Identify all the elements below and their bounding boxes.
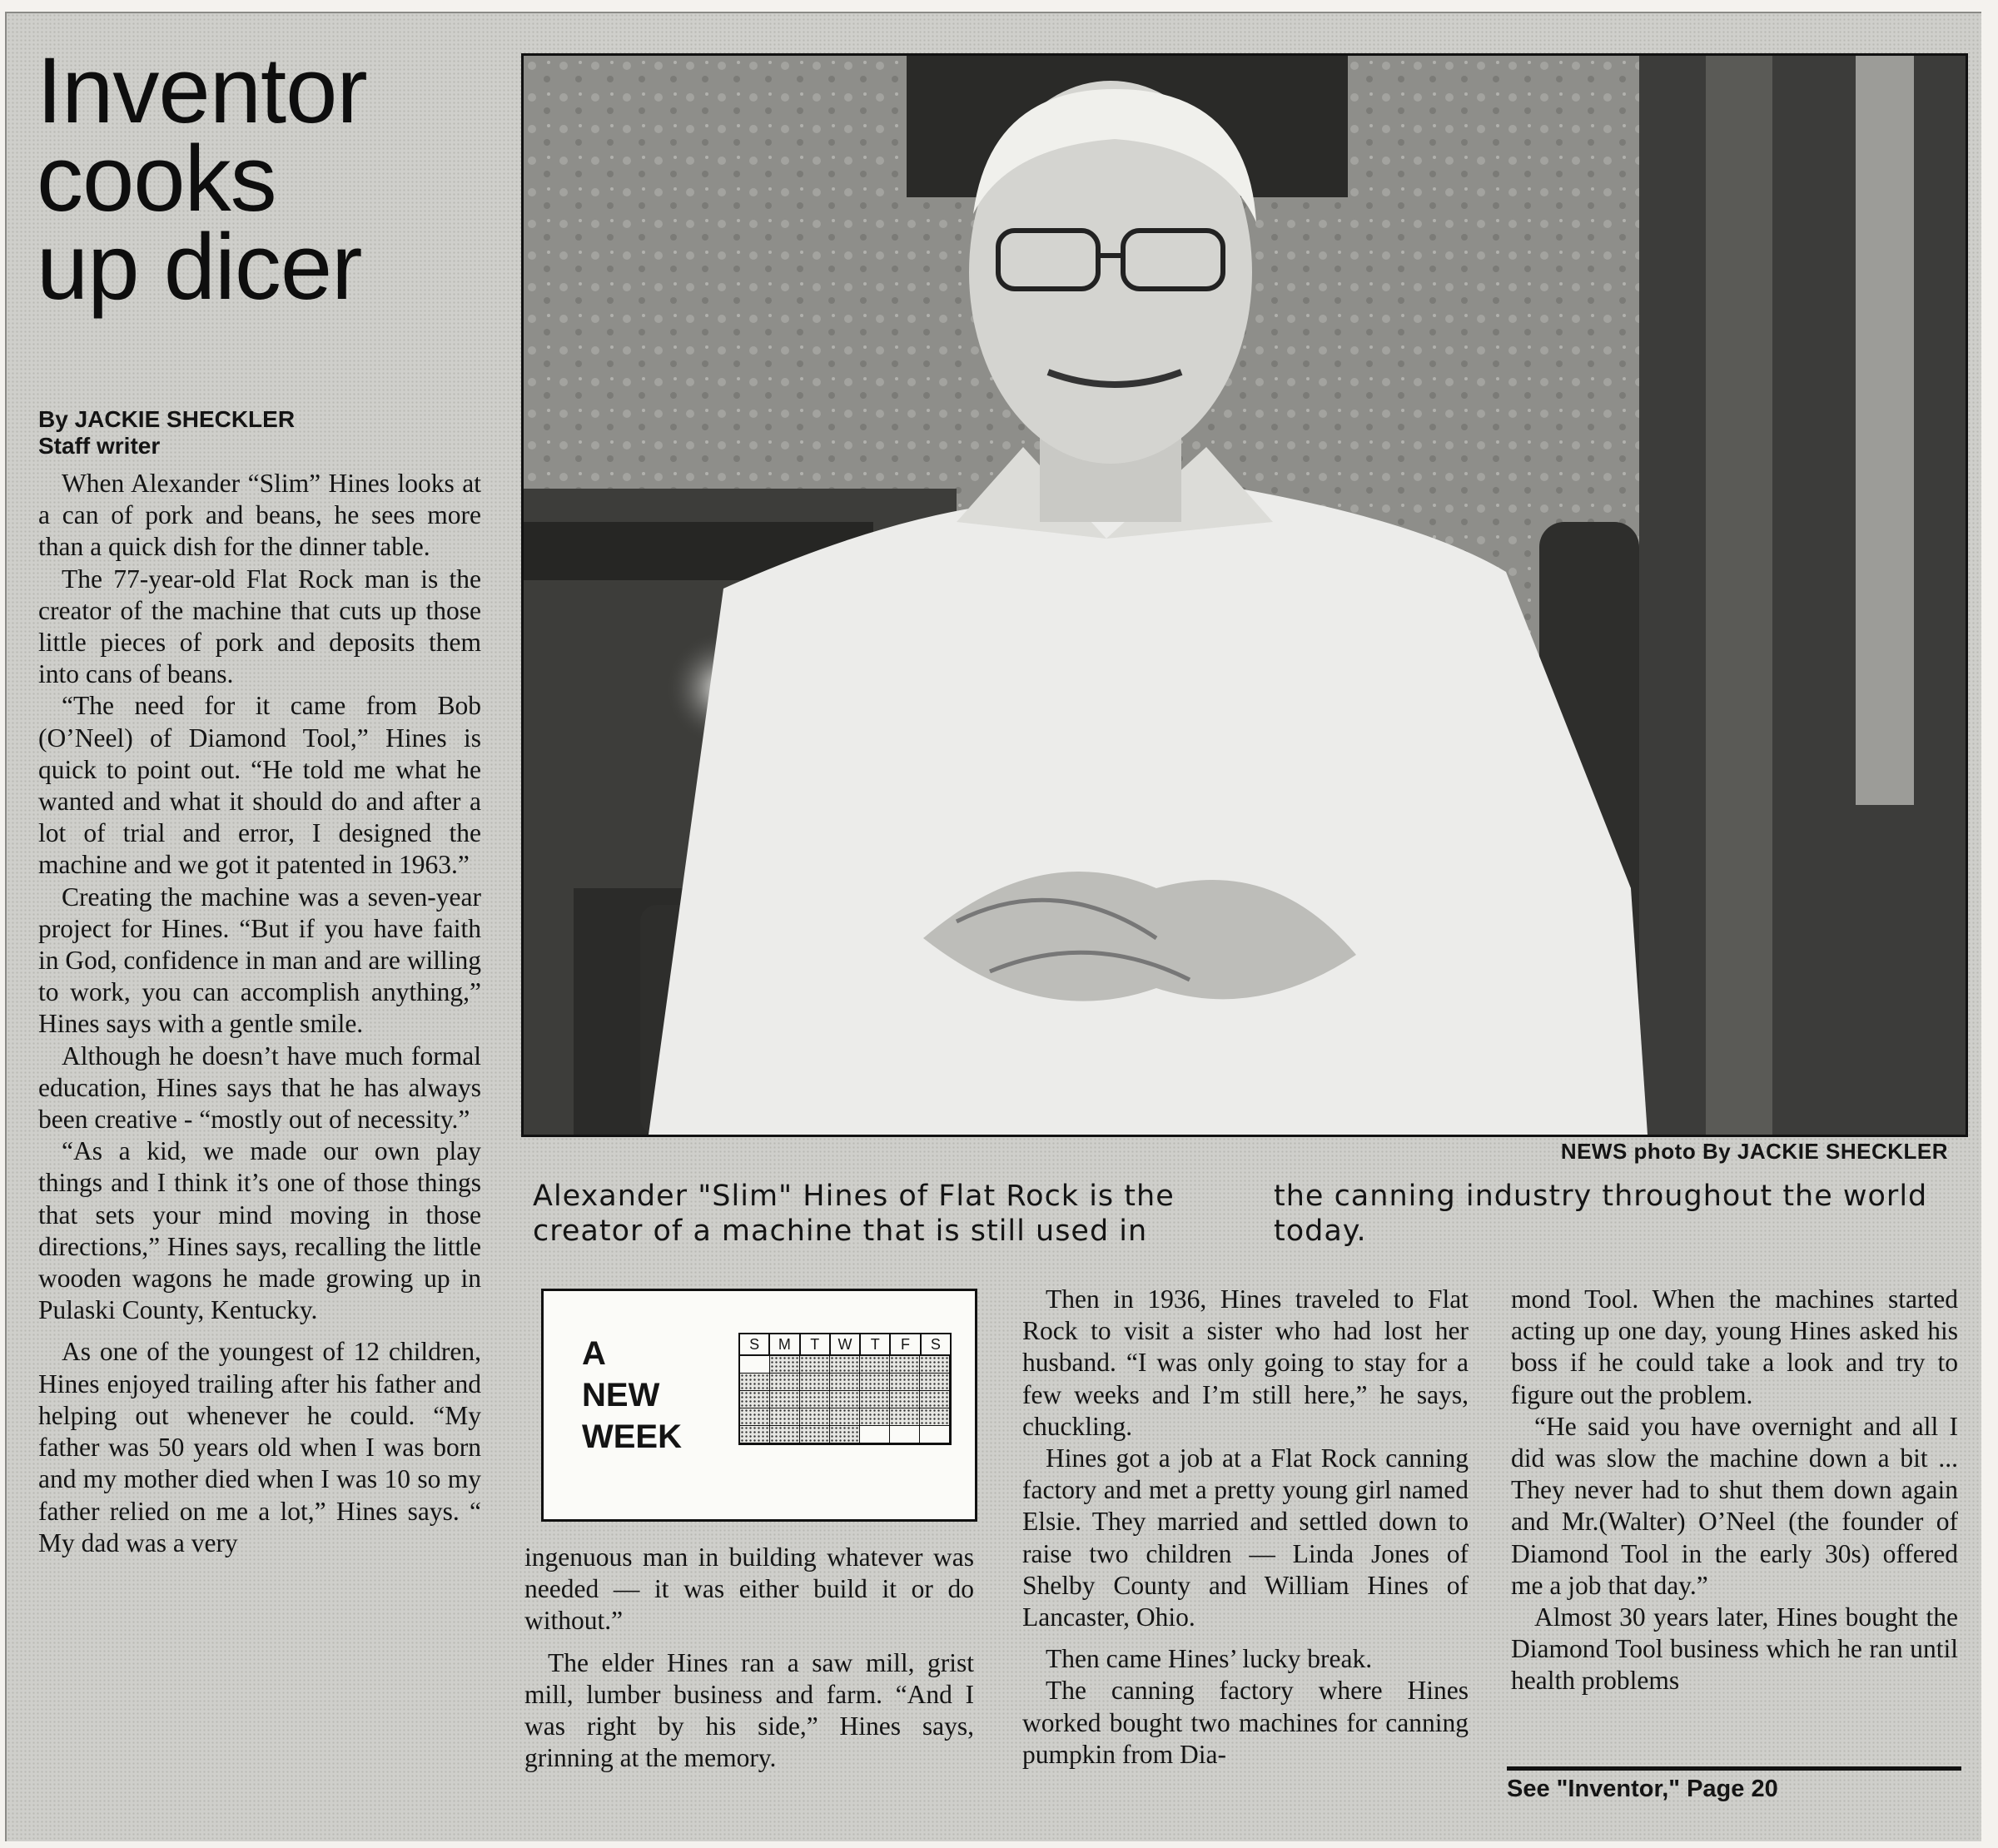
calendar-cell [830,1408,860,1426]
photo-of-alexander-hines [521,53,1968,1137]
calendar-cell [770,1408,800,1426]
calendar-cell [800,1356,830,1374]
calendar-cell [890,1374,920,1391]
calendar-cell [890,1391,920,1408]
label-line: NEW [582,1377,660,1413]
calendar-cell [920,1408,950,1426]
calendar-icon [738,1333,952,1445]
calendar-cell [770,1426,800,1443]
photo-caption-right: the canning industry throughout the world today. [1274,1180,1928,1248]
calendar-cell [830,1391,860,1408]
paragraph: “As a kid, we made our own play things and I think it’s one of those things that sets your mind moving in those directions,” Hines says, recalling the little wooden wagons he made growing up in Pulaski County, Kentucky. [38,1136,481,1325]
paragraph: The 77-year-old Flat Rock man is the creator of the machine that cuts up those little pieces of pork and deposits them into cans of beans. [38,564,481,689]
calendar-cell [800,1408,830,1426]
calendar-cell [830,1374,860,1391]
day-label: W [831,1334,861,1354]
calendar-cell [770,1356,800,1374]
calendar-cell [830,1426,860,1443]
calendar-cell [860,1356,890,1374]
calendar-cell [920,1391,950,1408]
article-column-3 [1022,1284,1469,1771]
paragraph: Although he doesn’t have much formal education, Hines says that he has always been creative - “mostly out of necessity.” [38,1041,481,1135]
day-label: T [801,1334,831,1354]
paragraph: “He said you have overnight and all I did was slow the machine down a bit ... They never had to shut them down again and Mr.(Walter) O’Neel (the founder of Diamond Tool in the early 30s) offered me a job that day.” [1511,1411,1958,1600]
calendar-cell [860,1374,890,1391]
calendar-cell [740,1426,770,1443]
calendar-cell [920,1374,950,1391]
day-label: T [861,1334,891,1354]
calendar-cell [740,1408,770,1426]
paragraph: As one of the youngest of 12 children, Hines enjoyed trailing after his father and helping out whenever he could. “My father was 50 years old when I was born and my mother died when I was 10 so my father relied on me a lot,” Hines says. “ My dad was a very [38,1337,481,1557]
paragraph: Then came Hines’ lucky break. [1046,1644,1373,1674]
continued-on-page-link: See "Inventor," Page 20 [1507,1766,1961,1803]
calendar-grid [738,1356,952,1445]
calendar-cell [860,1408,890,1426]
photo-illustration [524,56,1966,1135]
article-column-1 [38,468,481,1816]
calendar-cell [890,1408,920,1426]
calendar-cell [890,1356,920,1374]
paragraph: Then in 1936, Hines traveled to Flat Rock to visit a sister who had lost her husband. “I was only going to stay for a few weeks and I’m still here,” he says, chuckling. [1022,1284,1469,1441]
calendar-cell [860,1391,890,1408]
day-label: S [930,1336,941,1353]
a-new-week-label [582,1333,682,1458]
calendar-cell [740,1391,770,1408]
label-line: WEEK [582,1418,682,1455]
headline-line-1: Inventor [37,38,367,142]
article-column-4 [1511,1284,1958,1697]
calendar-cell [860,1426,890,1443]
calendar-cell [800,1426,830,1443]
paragraph: ingenuous man in building whatever was needed — it was either build it or do without.” [524,1542,974,1636]
day-label: S [740,1334,770,1354]
calendar-cell [890,1426,920,1443]
calendar-cell [740,1374,770,1391]
calendar-cell [920,1356,950,1374]
calendar-cell [770,1374,800,1391]
paragraph: “The need for it came from Bob (O’Neel) of Diamond Tool,” Hines is quick to point out. “He told me what he wanted and what it should do and after a lot of trial and error, I designed the machine and we got it patented in 1963.” [38,691,481,880]
article-column-2 [524,1542,974,1774]
a-new-week-box [541,1289,977,1522]
byline-role: Staff writer [38,433,161,459]
calendar-cell [800,1391,830,1408]
paragraph: Almost 30 years later, Hines bought the Diamond Tool business which he ran until health problems [1511,1602,1958,1696]
calendar-day-header [738,1333,952,1356]
photo-caption-left: Alexander "Slim" Hines of Flat Rock is the creator of a machine that is still used in [533,1180,1175,1248]
headline [37,38,503,319]
calendar-cell [830,1356,860,1374]
paragraph: The canning factory where Hines worked bought two machines for canning pumpkin from Dia- [1022,1676,1469,1769]
calendar-cell [920,1426,950,1443]
label-line: A [582,1335,606,1372]
calendar-cell [740,1356,770,1374]
paragraph: mond Tool. When the machines started acting up one day, young Hines asked his boss if he could take a look and try to figure out the problem. [1511,1284,1958,1409]
day-label: F [891,1334,921,1354]
headline-line-2: cooks [37,127,276,231]
calendar-cell [770,1391,800,1408]
paragraph: Hines got a job at a Flat Rock canning factory and met a pretty young girl named Elsie. They married and settled down to raise two children — Linda Jones of Shelby County and William Hines of Lancaster, Ohio. [1022,1443,1469,1632]
photo-credit: NEWS photo By JACKIE SHECKLER [1560,1139,1948,1164]
paragraph: When Alexander “Slim” Hines looks at a can of pork and beans, he sees more than a quick dish for the dinner table. [38,469,481,562]
byline-author: By JACKIE SHECKLER [38,406,296,432]
headline-line-3: up dicer [37,215,362,319]
paragraph: Creating the machine was a seven-year project for Hines. “But if you have faith in God, confidence in man and are willing to work, you can accomplish anything,” Hines says with a gentle smile. [38,882,481,1039]
paragraph: The elder Hines ran a saw mill, grist mill, lumber business and farm. “And I was right by his side,” Hines says, grinning at the memory. [524,1647,974,1773]
day-label: M [770,1334,800,1354]
byline [38,406,504,460]
calendar-cell [800,1374,830,1391]
